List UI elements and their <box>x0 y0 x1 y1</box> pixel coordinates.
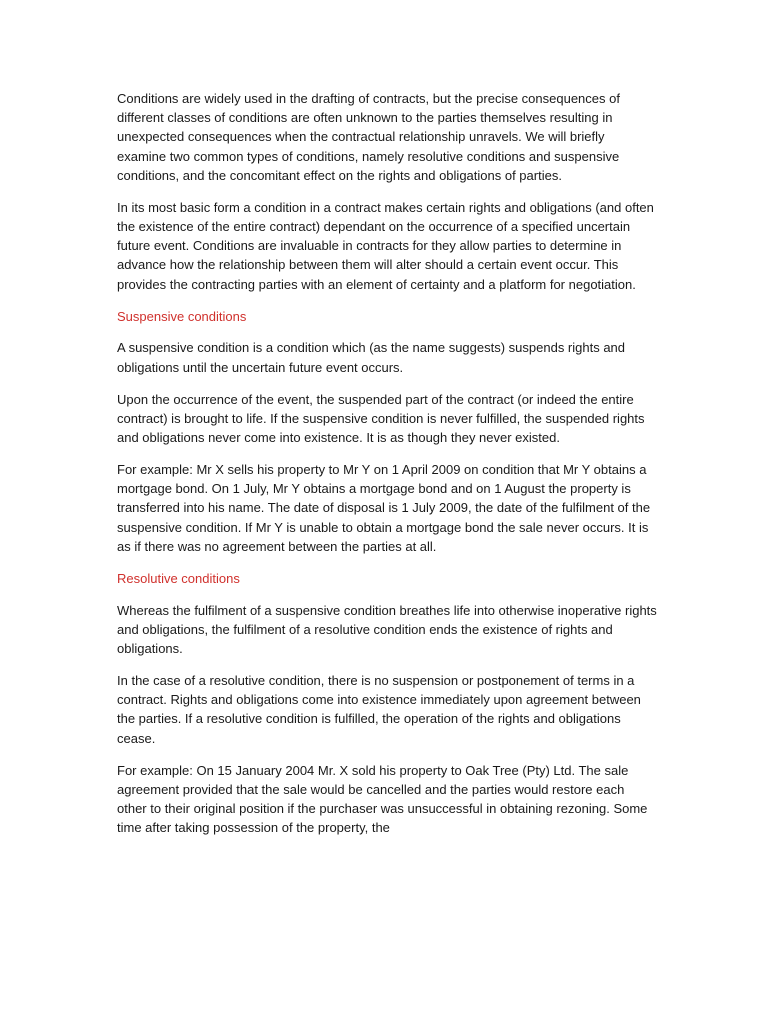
document-page <box>117 89 657 850</box>
resolutive-paragraph-1: Whereas the fulfilment of a suspensive condition breathes life into otherwise inoperative rights and obligations, the fulfilment of a resolutive condition ends the existence of rights and obligations. <box>117 602 657 657</box>
intro-paragraph-2: In its most basic form a condition in a contract makes certain rights and obligations (and often the existence of the entire contract) dependant on the occurrence of a specified uncertain future event. Conditions are invaluable in contracts for they allow parties to determine in advance how the relationship between them will alter should a certain event occur. This provides the contracting parties with an element of certainty and a platform for negotiation. <box>117 199 654 292</box>
intro-paragraph-1: Conditions are widely used in the drafting of contracts, but the precise consequences of different classes of conditions are often unknown to the parties themselves resulting in unexpected consequences when the contractual relationship unravels. We will briefly examine two common types of conditions, namely resolutive conditions and suspensive conditions, and the concomitant effect on the rights and obligations of parties. <box>117 91 620 183</box>
resolutive-paragraph-2: In the case of a resolutive condition, there is no suspension or postponement of terms in a contract. Rights and obligations come into existence immediately upon agreement between the parties. If a resolutive condition is fulfilled, the operation of the rights and obligations cease. <box>117 673 641 746</box>
suspensive-paragraph-2: Upon the occurrence of the event, the suspended part of the contract (or indeed the entire contract) is brought to life. If the suspensive condition is never fulfilled, the suspended rights and obligations never come into existence. It is as though they never existed. <box>117 391 645 446</box>
suspensive-example-paragraph: For example: Mr X sells his property to Mr Y on 1 April 2009 on condition that Mr Y obtains a mortgage bond. On 1 July, Mr Y obtains a mortgage bond and on 1 August the property is transferred into his name. The date of disposal is 1 July 2009, the date of the fulfilment of the suspensive condition. If Mr Y is unable to obtain a mortgage bond the sale never occurs. It is as if there was no agreement between the parties at all. <box>117 462 651 554</box>
resolutive-conditions-heading: Resolutive conditions <box>117 570 240 586</box>
resolutive-example-paragraph: For example: On 15 January 2004 Mr. X sold his property to Oak Tree (Pty) Ltd. The sale agreement provided that the sale would be cancelled and the parties would restore each other to their original position if the purchaser was unsuccessful in obtaining rezoning. Some time after taking possession of the property, the <box>117 762 648 836</box>
suspensive-conditions-heading: Suspensive conditions <box>117 308 247 324</box>
suspensive-paragraph-1: A suspensive condition is a condition which (as the name suggests) suspends rights and obligations until the uncertain future event occurs. <box>117 340 626 375</box>
